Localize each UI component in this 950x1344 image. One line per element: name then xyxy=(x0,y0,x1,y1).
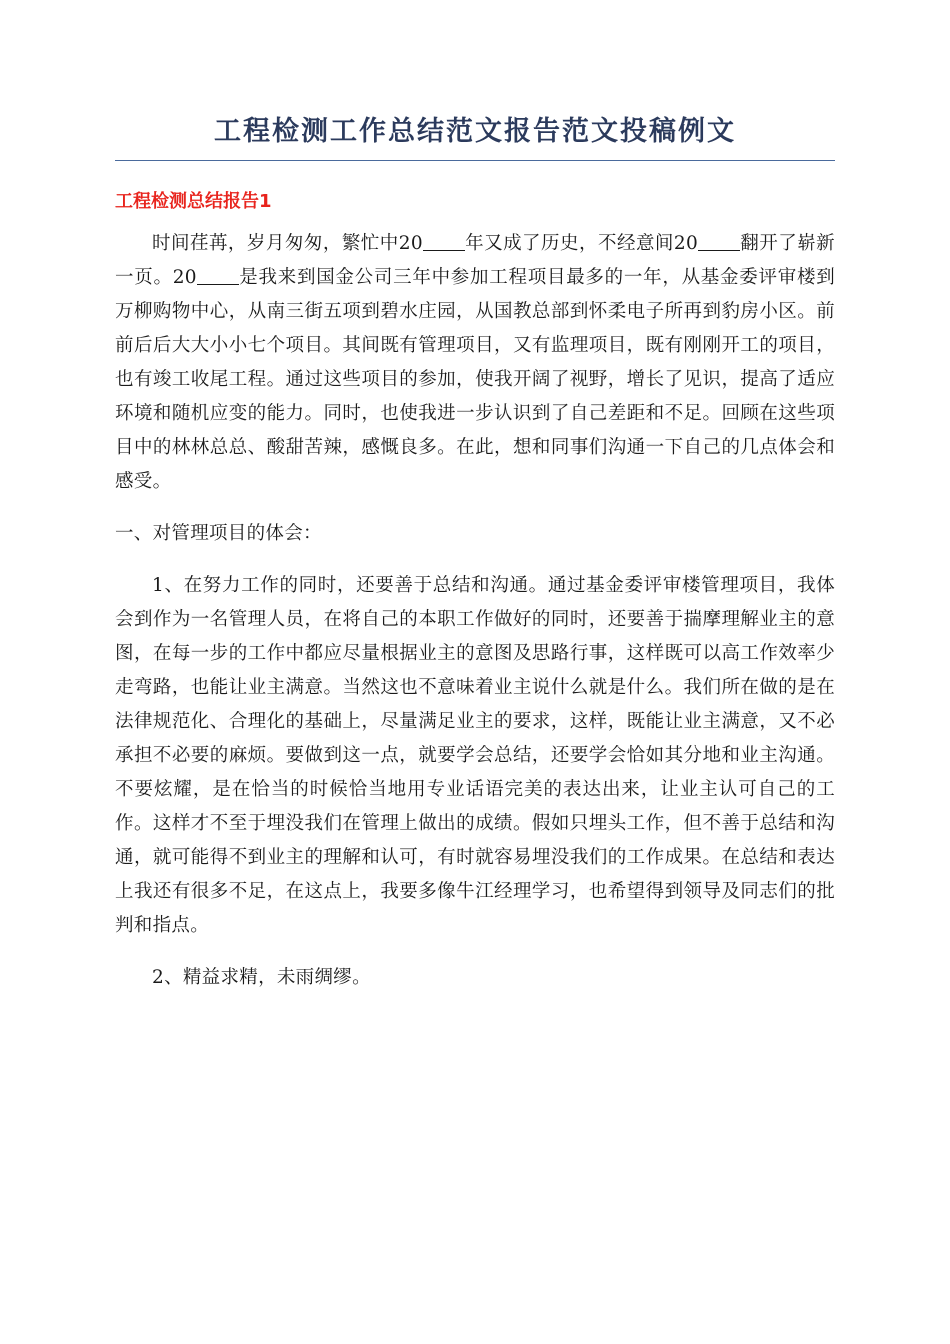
intro-text-c: 翻开了崭新一页。20 xyxy=(115,233,835,288)
paragraph-point-1: 1、在努力工作的同时，还要善于总结和沟通。通过基金委评审楼管理项目，我体会到作为一名管理人员，在将自己的本职工作做好的同时，还要善于揣摩理解业主的意图，在每一步的工作中都应尽量根据业主的意图及思路行事，这样既可以高工作效率少走弯路，也能让业主满意。当然这也不意味着业主说什么就是什么。我们所在做的是在法律规范化、合理化的基础上，尽量满足业主的要求，这样，既能让业主满意，又不必承担不必要的麻烦。要做到这一点，就要学会总结，还要学会恰如其分地和业主沟通。不要炫耀，是在恰当的时候恰当地用专业话语完美的表达出来，让业主认可自己的工作。这样才不至于埋没我们在管理上做出的成绩。假如只埋头工作，但不善于总结和沟通，就可能得不到业主的理解和认可，有时就容易埋没我们的工作成果。在总结和表达上我还有很多不足，在这点上，我要多像牛江经理学习，也希望得到领导及同志们的批判和指点。 xyxy=(115,575,835,936)
intro-text-b: 年又成了历史，不经意间20 xyxy=(464,233,699,254)
paragraph-point-2: 2、精益求精，未雨绸缪。 xyxy=(152,967,371,988)
title-divider xyxy=(115,160,835,161)
section-heading: 工程检测总结报告1 xyxy=(115,191,272,212)
blank-underline xyxy=(197,266,239,285)
paragraph-subheading-1: 一、对管理项目的体会： xyxy=(115,523,322,544)
blank-underline xyxy=(423,232,465,251)
document-page xyxy=(115,110,835,995)
paragraph-intro xyxy=(115,227,835,499)
document-title: 工程检测工作总结范文报告范文投稿例文 xyxy=(214,116,736,147)
blank-underline xyxy=(698,232,740,251)
intro-text-d: 是我来到国金公司三年中参加工程项目最多的一年，从基金委评审楼到万柳购物中心，从南三街五项到碧水庄园，从国教总部到怀柔电子所再到豹房小区。前前后后大大小小七个项目。其间既有管理项目，又有监理项目，既有刚刚开工的项目，也有竣工收尾工程。通过这些项目的参加，使我开阔了视野，增长了见识，提高了适应环境和随机应变的能力。同时，也使我进一步认识到了自己差距和不足。回顾在这些项目中的林林总总、酸甜苦辣，感慨良多。在此，想和同事们沟通一下自己的几点体会和感受。 xyxy=(115,267,835,492)
intro-text-a: 时间荏苒，岁月匆匆，繁忙中20 xyxy=(152,233,423,254)
